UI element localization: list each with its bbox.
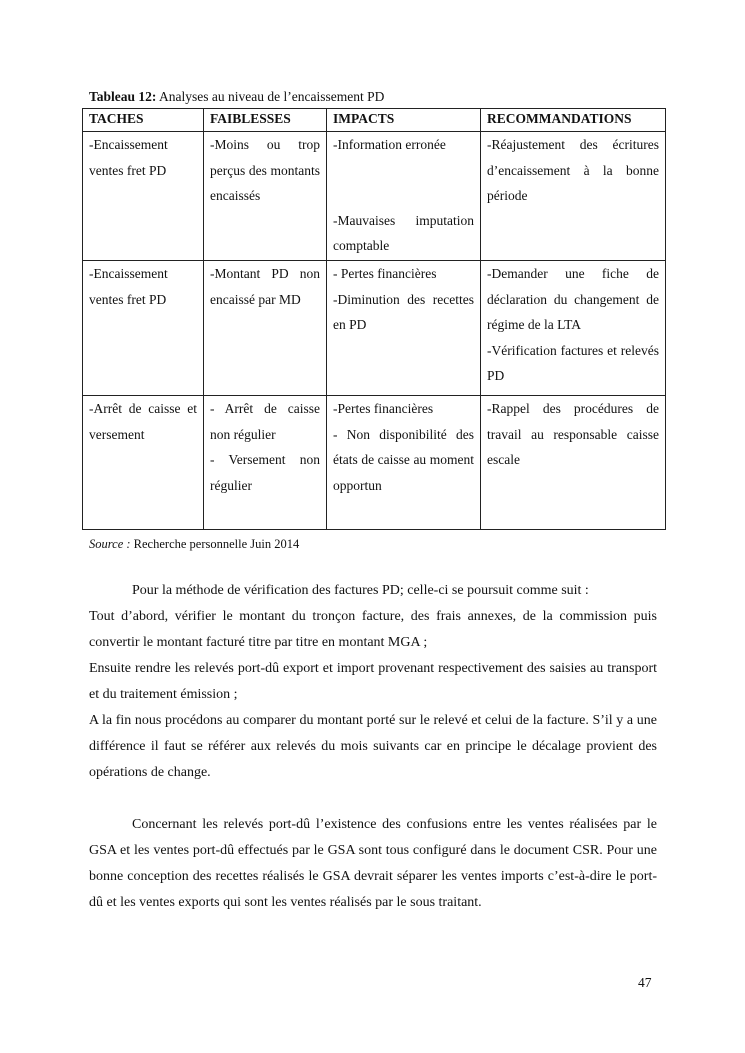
cell-gap [333, 183, 474, 208]
impact-item: -Mauvaises imputation comptable [333, 212, 474, 253]
source-text: Recherche personnelle Juin 2014 [130, 537, 300, 551]
table-row [83, 132, 666, 261]
impact-item: -Pertes financières [333, 401, 434, 416]
paragraph: Tout d’abord, vérifier le montant du tronçon facture, des frais annexes, de la commission puis convertir le montant facturé titre par titre en montant MGA ; [89, 609, 657, 650]
cell-faiblesses: -Montant PD non encaissé par MD [204, 261, 327, 396]
cell-impacts [327, 132, 481, 261]
cell-impacts [327, 261, 481, 396]
impact-item: - Pertes financières [333, 266, 437, 281]
analysis-table [82, 108, 666, 530]
cell-taches: -Arrêt de caisse et versement [83, 396, 204, 530]
table-caption [89, 89, 384, 105]
impact-item: -Diminution des recettes en PD [333, 291, 474, 332]
recommendation-item: -Rappel des procédures de travail au responsable caisse escale [487, 401, 659, 467]
column-header-faiblesses: FAIBLESSES [204, 109, 327, 132]
table-row [83, 396, 666, 530]
cell-recommandations [481, 261, 666, 396]
column-header-recommandations: RECOMMANDATIONS [481, 109, 666, 132]
column-header-impacts: IMPACTS [327, 109, 481, 132]
recommendation-item: -Vérification factures et relevés PD [487, 342, 659, 383]
weakness-item: - Versement non régulier [210, 452, 320, 493]
table-caption-text: Analyses au niveau de l’encaissement PD [156, 89, 385, 104]
paragraph: A la fin nous procédons au comparer du montant porté sur le relevé et celui de la facture. S’il y a une différence il faut se référer aux relevés du mois suivants car en principe le décalage provient des opérations de change. [89, 713, 657, 780]
paragraph-block-2 [89, 812, 657, 916]
cell-taches: -Encaissement ventes fret PD [83, 132, 204, 261]
page-number: 47 [638, 975, 652, 990]
source-label: Source : [89, 537, 131, 551]
cell-gap [333, 158, 474, 183]
cell-impacts [327, 396, 481, 530]
cell-taches: -Encaissement ventes fret PD [83, 261, 204, 396]
cell-recommandations [481, 396, 666, 530]
table-source [89, 537, 299, 552]
paragraph-block-1 [89, 578, 657, 786]
cell-recommandations [481, 132, 666, 261]
paragraph: Concernant les relevés port-dû l’existence des confusions entre les ventes réalisées par le GSA et les ventes port-dû effectués par le GSA sont tous configuré dans le document CSR. Pour une bonne conception des recettes réalisés le GSA devrait séparer les ventes imports c’est-à-dire le port-dû et les ventes exports qui sont les ventes réalisés par le sous traitant. [89, 817, 657, 910]
weakness-item: - Arrêt de caisse non régulier [210, 401, 320, 442]
cell-faiblesses: -Moins ou trop perçus des montants encaissés [204, 132, 327, 261]
table-row [83, 261, 666, 396]
paragraph: Ensuite rendre les relevés port-dû export et import provenant respectivement des saisies au transport et du traitement émission ; [89, 661, 657, 702]
impact-item: - Non disponibilité des états de caisse au moment opportun [333, 426, 474, 493]
column-header-taches: TACHES [83, 109, 204, 132]
impact-item: -Information erronée [333, 137, 446, 152]
cell-faiblesses [204, 396, 327, 530]
table-caption-label: Tableau 12: [89, 89, 157, 104]
paragraph: Pour la méthode de vérification des factures PD; celle-ci se poursuit comme suit : [132, 583, 589, 598]
recommendation-item: -Demander une fiche de déclaration du changement de régime de la LTA [487, 266, 659, 332]
table-header-row [83, 109, 666, 132]
recommendation-item: -Réajustement des écritures d’encaissement à la bonne période [487, 137, 659, 203]
